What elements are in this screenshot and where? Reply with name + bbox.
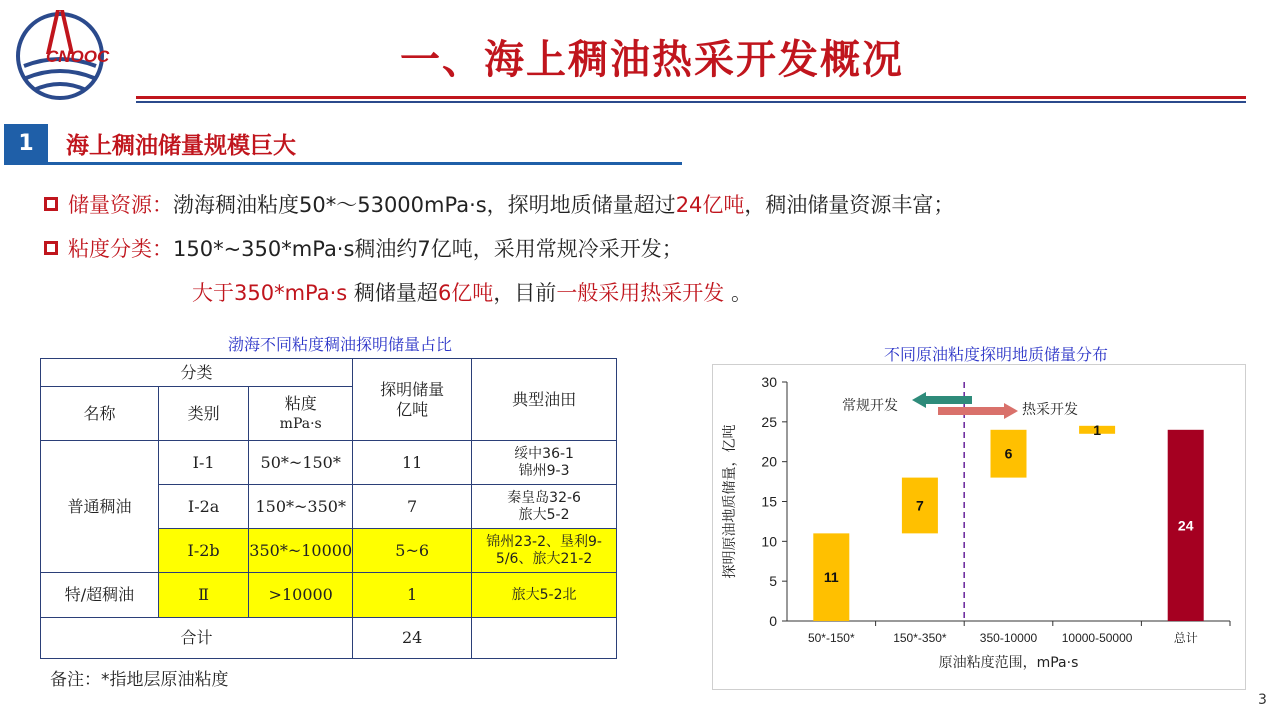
svg-text:CNOOC: CNOOC <box>46 47 110 66</box>
bullet-text: 。 <box>724 281 752 305</box>
y-axis-label: 探明原油地质储量，亿吨 <box>722 424 738 579</box>
bullet-square-icon <box>44 197 58 211</box>
bullet-label: 储量资源： <box>68 193 173 217</box>
bullet-highlight: 24亿吨 <box>675 193 745 217</box>
x-tick-label: 10000-50000 <box>1061 631 1133 645</box>
cell-field <box>472 529 617 573</box>
cell-reserve: 5~6 <box>353 529 472 573</box>
y-tick-label: 25 <box>761 413 777 430</box>
right-arrow-shaft <box>938 407 1004 415</box>
header-viscosity <box>249 387 353 441</box>
annotation-left: 常规开发 <box>842 398 898 414</box>
bar-value-label: 7 <box>916 497 924 514</box>
page-number: 3 <box>1258 692 1267 708</box>
cell-field <box>472 441 617 485</box>
cell-category: Ⅰ-1 <box>158 441 248 485</box>
cell-viscosity: >10000 <box>249 573 353 618</box>
bullet-text: 稠储量超 <box>347 281 438 305</box>
bar-value-label: 1 <box>1093 421 1101 438</box>
cell-category: Ⅱ <box>158 573 248 618</box>
title-divider-blue <box>136 101 1246 103</box>
x-tick-label: 总计 <box>1173 631 1198 645</box>
section-number: 1 <box>4 124 48 162</box>
header-name: 名称 <box>41 387 159 441</box>
bullet-highlight: 一般采用热采开发 <box>556 281 725 305</box>
cell-field-line: 绥中36-1 <box>514 445 574 462</box>
header-group: 分类 <box>41 359 353 387</box>
cell-reserve: 1 <box>353 573 472 618</box>
x-axis-label: 原油粘度范围，mPa·s <box>938 655 1079 671</box>
bullet-highlight: 大于350*mPa·s <box>192 281 348 305</box>
table-total-row <box>41 618 617 659</box>
bullet-viscosity-cont <box>192 277 752 307</box>
section-underline <box>4 162 682 165</box>
x-tick-label: 50*-150* <box>807 631 855 645</box>
bullet-viscosity <box>44 233 683 263</box>
bullet-text: ，稠油储量资源丰富； <box>744 193 955 217</box>
cell-field-line: 锦州9-3 <box>518 462 570 479</box>
table-note: 备注：*指地层原油粘度 <box>50 670 229 690</box>
cnooc-logo <box>10 4 132 104</box>
header-reserve-unit: 亿吨 <box>396 399 429 419</box>
bullet-highlight: 6亿吨 <box>437 281 494 305</box>
bullet-square-icon <box>44 241 58 255</box>
cell-viscosity: 150*~350* <box>249 485 353 529</box>
cell-viscosity: 50*~150* <box>249 441 353 485</box>
title-divider-red <box>136 96 1246 99</box>
cell-category: Ⅰ-2b <box>158 529 248 573</box>
table-row <box>41 441 617 485</box>
cell-field-line: 5/6、旅大21-2 <box>495 550 593 567</box>
bullet-label: 粘度分类： <box>68 237 173 261</box>
bullet-text: 150*~350*mPa·s稠油约7亿吨，采用常规冷采开发； <box>173 237 683 261</box>
cell-field: 旅大5-2北 <box>472 573 617 618</box>
cell-reserve: 11 <box>353 441 472 485</box>
x-tick-label: 150*-350* <box>893 631 947 645</box>
y-tick-label: 20 <box>761 453 777 470</box>
left-arrow-icon <box>912 392 972 408</box>
y-tick-label: 0 <box>769 613 777 629</box>
bar-value-label: 24 <box>1177 517 1194 534</box>
header-reserve <box>353 359 472 441</box>
bullet-text: 渤海稠油粘度50*～53000mPa·s，探明地质储量超过 <box>173 193 676 217</box>
bar-value-label: 6 <box>1004 445 1013 462</box>
cell-total-field <box>472 618 617 659</box>
cell-field <box>472 485 617 529</box>
header-field: 典型油田 <box>472 359 617 441</box>
header-reserve-label: 探明储量 <box>380 380 445 400</box>
reserves-waterfall-chart <box>712 364 1246 690</box>
bar-value-label: 11 <box>823 569 839 586</box>
x-tick-label: 350-10000 <box>979 631 1038 645</box>
y-tick-label: 15 <box>761 493 777 510</box>
cell-total-reserve: 24 <box>353 618 472 659</box>
y-tick-label: 5 <box>769 573 777 590</box>
table-row <box>41 573 617 618</box>
header-viscosity-label: 粘度 <box>284 394 317 413</box>
cell-field-line: 锦州23-2、垦利9- <box>486 533 602 550</box>
header-viscosity-unit: mPa·s <box>279 416 322 433</box>
cell-category: Ⅰ-2a <box>158 485 248 529</box>
cell-total-label: 合计 <box>41 618 353 659</box>
y-tick-label: 10 <box>761 533 777 550</box>
cell-field-line: 秦皇岛32-6 <box>507 489 581 506</box>
cell-viscosity: 350*~10000 <box>249 529 353 573</box>
table-caption: 渤海不同粘度稠油探明储量占比 <box>228 335 453 354</box>
bullet-text: ，目前 <box>493 281 557 305</box>
cell-name: 普通稠油 <box>41 441 159 573</box>
header-category: 类别 <box>158 387 248 441</box>
page-title: 一、海上稠油热采开发概况 <box>400 37 904 83</box>
annotation-right: 热采开发 <box>1022 402 1078 418</box>
cell-name: 特/超稠油 <box>41 573 159 618</box>
chart-title: 不同原油粘度探明地质储量分布 <box>884 345 1109 364</box>
reserves-table <box>40 358 617 659</box>
y-tick-label: 30 <box>761 374 777 390</box>
cell-reserve: 7 <box>353 485 472 529</box>
section-title: 海上稠油储量规模巨大 <box>66 133 296 159</box>
cell-field-line: 旅大5-2 <box>518 506 570 523</box>
bullet-reserves <box>44 189 954 219</box>
